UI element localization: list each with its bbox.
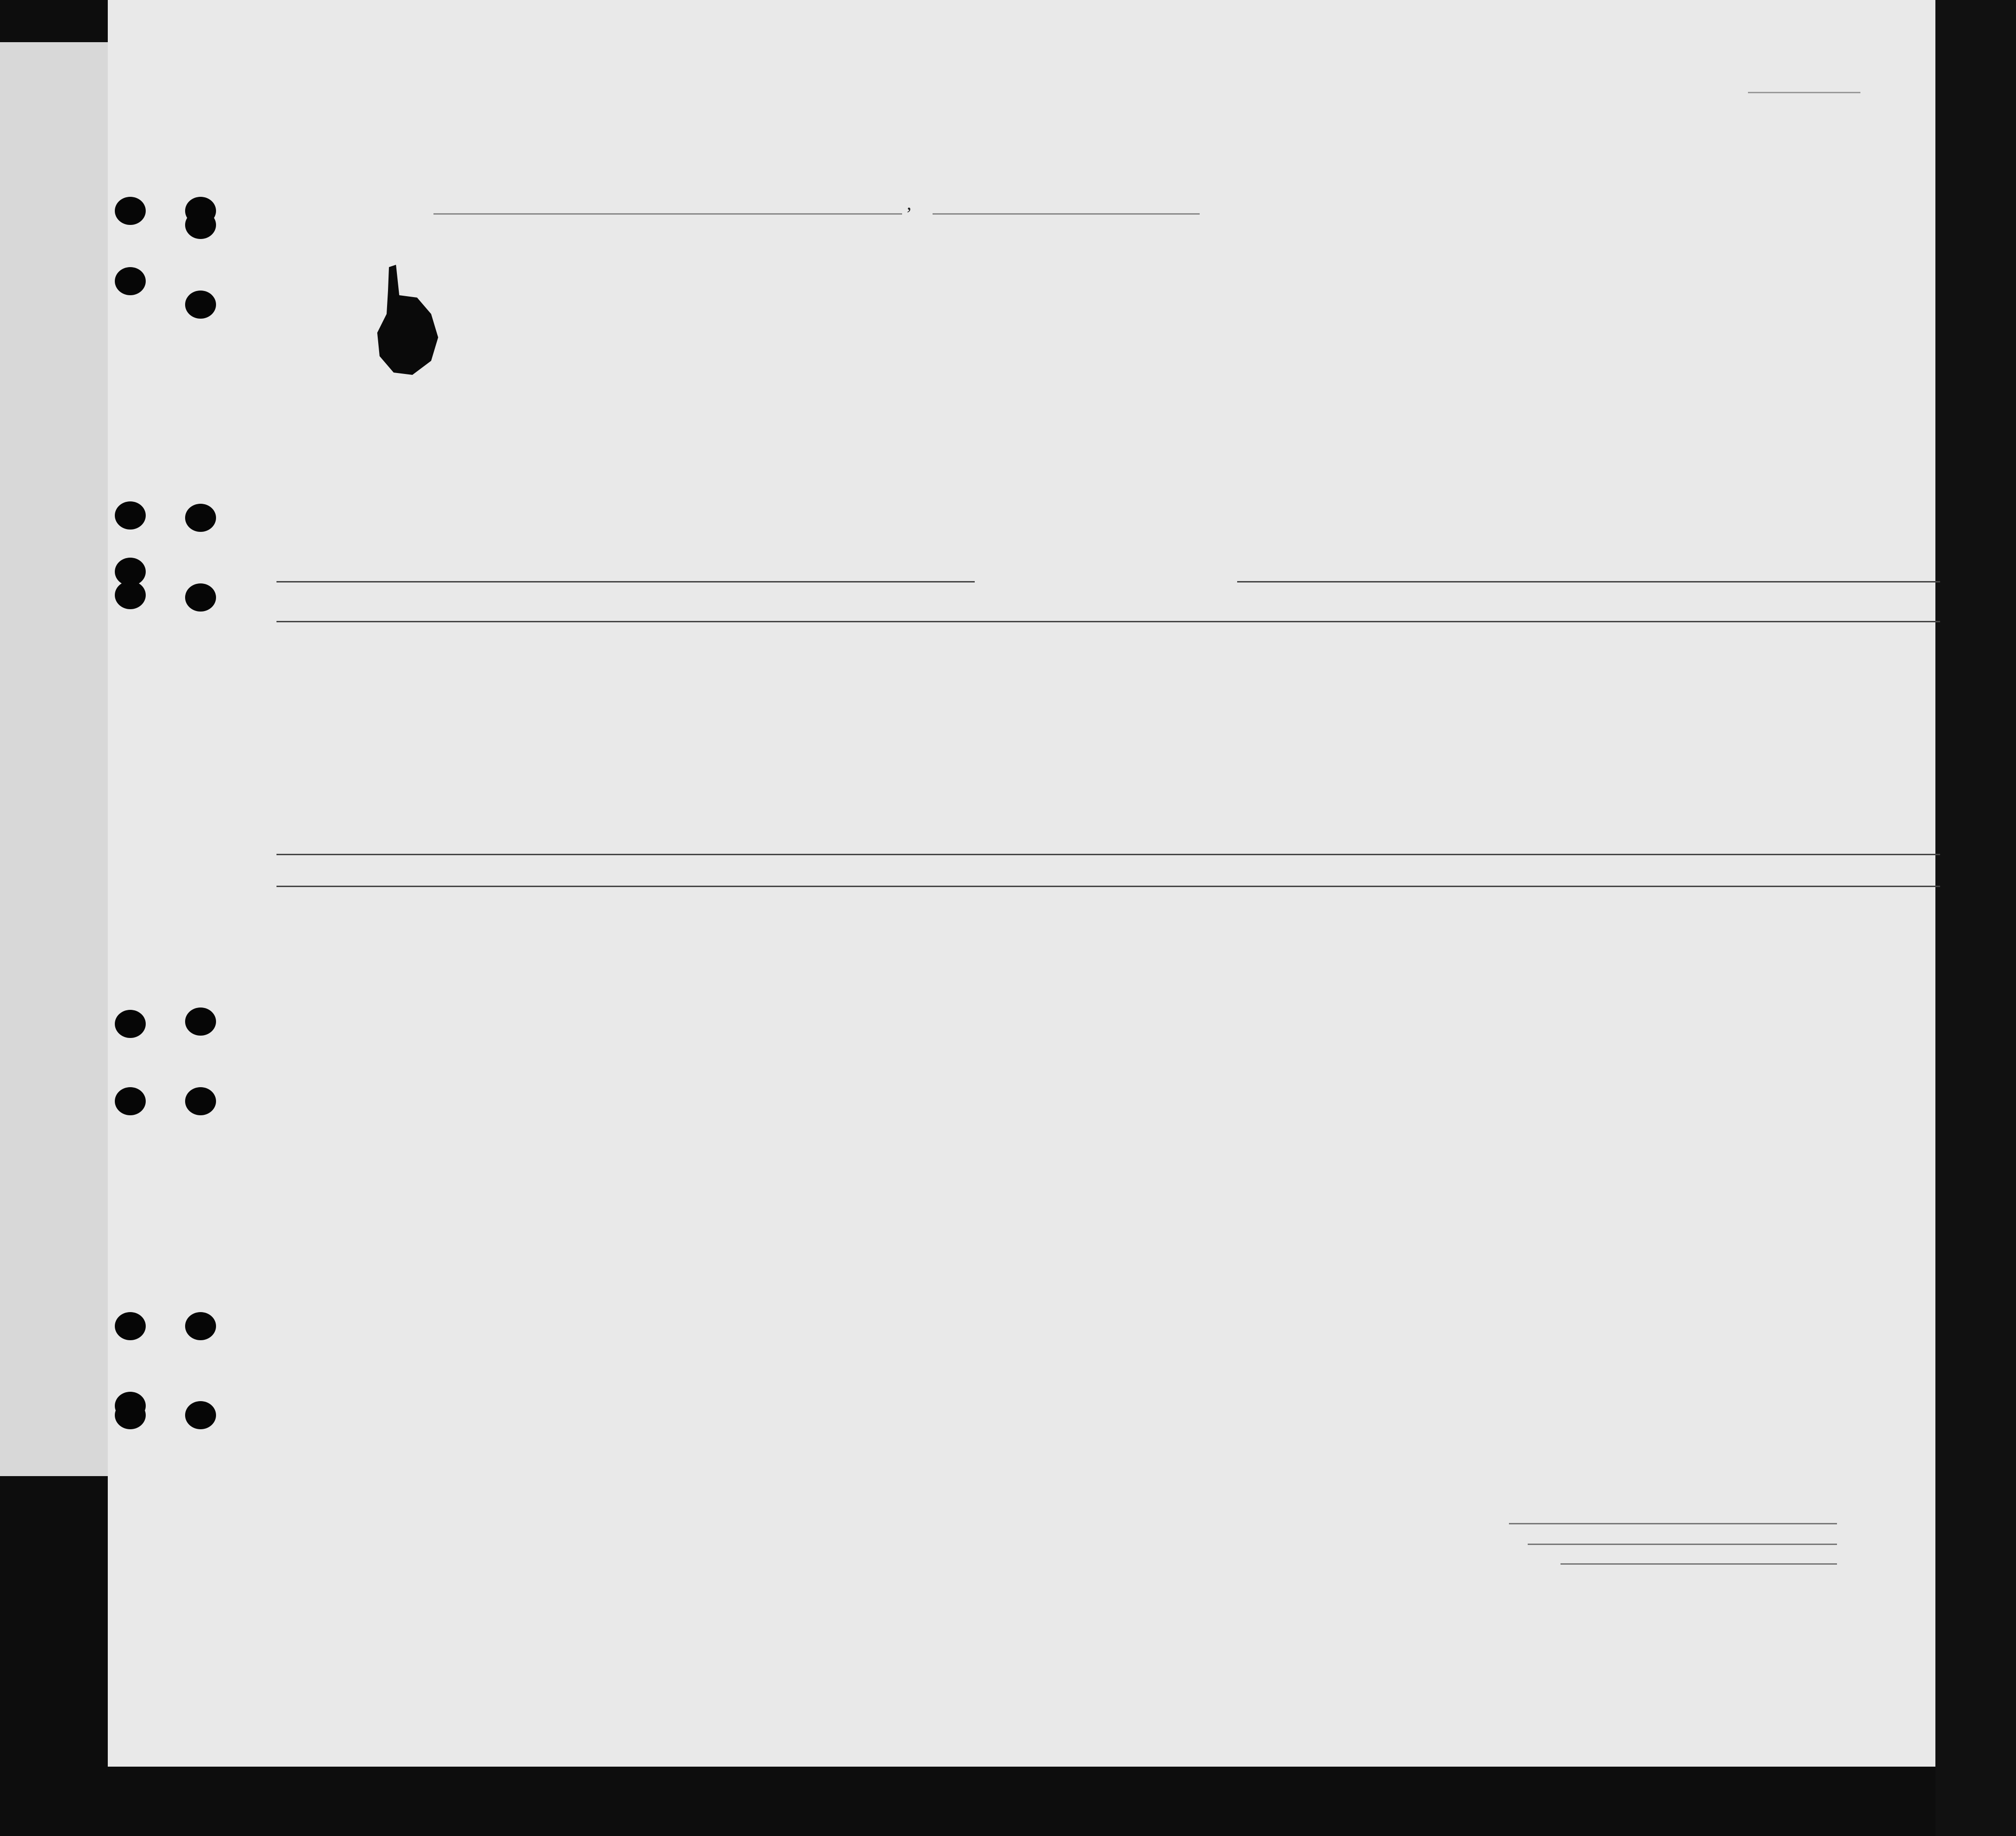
dash-rule [1237, 581, 1940, 582]
left-page-edge [0, 42, 108, 1476]
punch-hole [185, 291, 216, 319]
punch-hole [185, 1312, 216, 1340]
punch-hole [115, 197, 146, 225]
comma: , [907, 193, 911, 214]
dash-rule [276, 854, 1940, 855]
punch-hole [115, 267, 146, 295]
owners-rule [1528, 1544, 1837, 1545]
punch-hole [115, 501, 146, 530]
punch-hole [115, 1010, 146, 1038]
punch-hole [185, 504, 216, 532]
scan-border [1935, 0, 2016, 1836]
dash-rule [276, 886, 1940, 887]
punch-hole [185, 1401, 216, 1429]
punch-hole [115, 1392, 146, 1420]
date-line [933, 213, 1200, 215]
agents-rule [1561, 1563, 1837, 1565]
dash-rule [276, 621, 1940, 622]
dash-rule [276, 581, 975, 582]
punch-hole [185, 211, 216, 239]
punch-hole [185, 583, 216, 612]
punch-hole [115, 1087, 146, 1115]
punch-hole [185, 1008, 216, 1036]
list-line [1748, 92, 1860, 93]
ink-blot [361, 262, 455, 389]
punch-hole [185, 1087, 216, 1115]
line-rule [1509, 1523, 1837, 1524]
punch-hole [115, 1312, 146, 1340]
port-line [433, 213, 902, 215]
punch-hole [115, 581, 146, 609]
